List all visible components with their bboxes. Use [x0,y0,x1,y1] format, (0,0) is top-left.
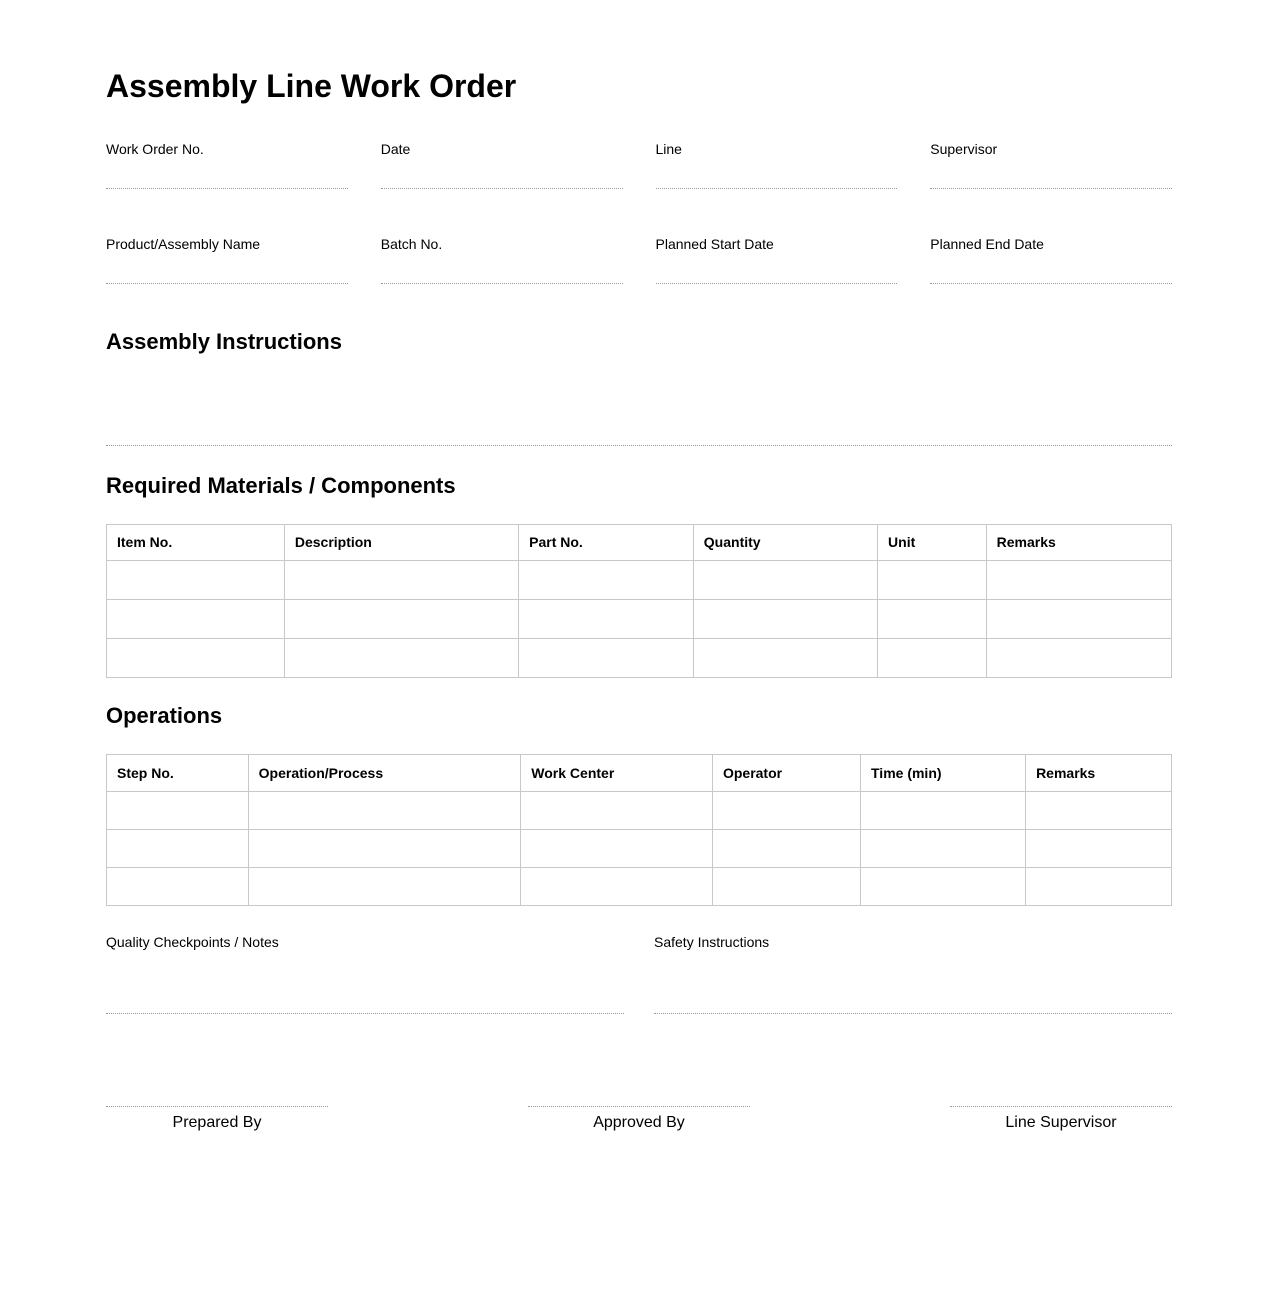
field-label: Line [655,140,682,157]
field-label: Batch No. [380,235,443,252]
header-fields-row-1 [106,140,1172,189]
table-cell[interactable] [1026,792,1172,830]
table-cell[interactable] [861,792,1026,830]
signature-label: Line Supervisor [1005,1114,1117,1132]
table-cell[interactable] [986,560,1171,599]
section-title-required-materials: Required Materials / Components [106,472,456,498]
table-cell[interactable] [521,792,713,830]
materials-table [106,524,1172,678]
table-cell[interactable] [861,830,1026,868]
safety-instructions-label: Safety Instructions [654,934,770,951]
signature-approved-by-line[interactable] [528,1106,750,1107]
safety-instructions-field [654,933,1172,1014]
table-cell[interactable] [878,638,987,677]
table-cell[interactable] [712,792,860,830]
field-line-input-line[interactable] [656,188,898,189]
table-row [107,599,1172,638]
signature-label: Prepared By [172,1114,262,1132]
field-work-order-no [106,140,348,189]
field-planned-end-date-input-line[interactable] [930,283,1172,284]
table-header-cell: Unit [878,524,987,560]
signature-line-supervisor [950,1106,1172,1132]
field-label: Planned End Date [930,235,1044,252]
field-planned-start-date-input-line[interactable] [656,283,898,284]
table-header-row [107,755,1172,792]
quality-checkpoints-area[interactable] [106,952,624,1014]
table-header-cell: Remarks [1026,755,1172,792]
field-supervisor [930,140,1172,189]
table-header-cell: Item No. [107,524,285,560]
safety-instructions-area[interactable] [654,952,1172,1014]
table-cell[interactable] [693,599,877,638]
table-header-cell: Work Center [521,755,713,792]
table-row [107,638,1172,677]
field-label: Supervisor [930,140,998,157]
table-cell[interactable] [521,830,713,868]
table-cell[interactable] [878,599,987,638]
header-fields-row-2 [106,235,1172,284]
field-label: Product/Assembly Name [106,235,261,252]
field-product-assembly-name [106,235,348,284]
table-cell[interactable] [693,560,877,599]
signature-prepared-by [106,1106,328,1132]
table-cell[interactable] [248,868,521,906]
field-label: Work Order No. [106,140,204,157]
table-header-cell: Time (min) [861,755,1026,792]
signature-prepared-by-line[interactable] [106,1106,328,1107]
field-planned-end-date [930,235,1172,284]
table-header-row [107,524,1172,560]
operations-table-body [107,792,1172,906]
table-row [107,868,1172,906]
table-cell[interactable] [861,868,1026,906]
table-cell[interactable] [693,638,877,677]
table-cell[interactable] [107,792,249,830]
assembly-instructions-area[interactable] [106,354,1172,446]
table-cell[interactable] [986,638,1171,677]
field-supervisor-input-line[interactable] [930,188,1172,189]
page-title: Assembly Line Work Order [106,68,517,104]
table-header-cell: Remarks [986,524,1171,560]
signature-label: Approved By [593,1114,685,1132]
table-cell[interactable] [712,868,860,906]
field-planned-start-date [656,235,898,284]
signature-line-supervisor-line[interactable] [950,1106,1172,1107]
signature-approved-by [528,1106,750,1132]
table-header-cell: Part No. [519,524,694,560]
table-header-cell: Quantity [693,524,877,560]
table-cell[interactable] [1026,868,1172,906]
materials-table-body [107,560,1172,677]
table-cell[interactable] [712,830,860,868]
section-title-operations: Operations [106,702,223,728]
field-batch-no [381,235,623,284]
table-cell[interactable] [986,599,1171,638]
field-product-assembly-name-input-line[interactable] [106,283,348,284]
table-header-cell: Operator [712,755,860,792]
quality-checkpoints-field [106,933,624,1014]
table-cell[interactable] [284,560,518,599]
operations-table-header [107,755,1172,792]
table-cell[interactable] [519,560,694,599]
field-date [381,140,623,189]
table-cell[interactable] [107,830,249,868]
table-cell[interactable] [519,638,694,677]
table-row [107,792,1172,830]
table-cell[interactable] [107,638,285,677]
table-row [107,560,1172,599]
table-cell[interactable] [248,830,521,868]
table-cell[interactable] [284,638,518,677]
field-batch-no-input-line[interactable] [381,283,623,284]
field-label: Date [380,140,411,157]
field-date-input-line[interactable] [381,188,623,189]
table-row [107,830,1172,868]
table-cell[interactable] [107,599,285,638]
field-label: Planned Start Date [655,235,774,252]
table-cell[interactable] [107,868,249,906]
table-cell[interactable] [519,599,694,638]
section-title-assembly-instructions: Assembly Instructions [106,328,342,354]
table-cell[interactable] [521,868,713,906]
field-work-order-no-input-line[interactable] [106,188,348,189]
table-header-cell: Step No. [107,755,249,792]
materials-table-header [107,524,1172,560]
quality-checkpoints-label: Quality Checkpoints / Notes [106,934,279,951]
notes-section [106,933,1172,1014]
table-cell[interactable] [878,560,987,599]
table-header-cell: Operation/Process [248,755,521,792]
table-cell[interactable] [1026,830,1172,868]
table-cell[interactable] [248,792,521,830]
table-cell[interactable] [284,599,518,638]
signature-section [106,1106,1172,1132]
operations-table [106,754,1172,906]
field-line [656,140,898,189]
table-header-cell: Description [284,524,518,560]
table-cell[interactable] [107,560,285,599]
